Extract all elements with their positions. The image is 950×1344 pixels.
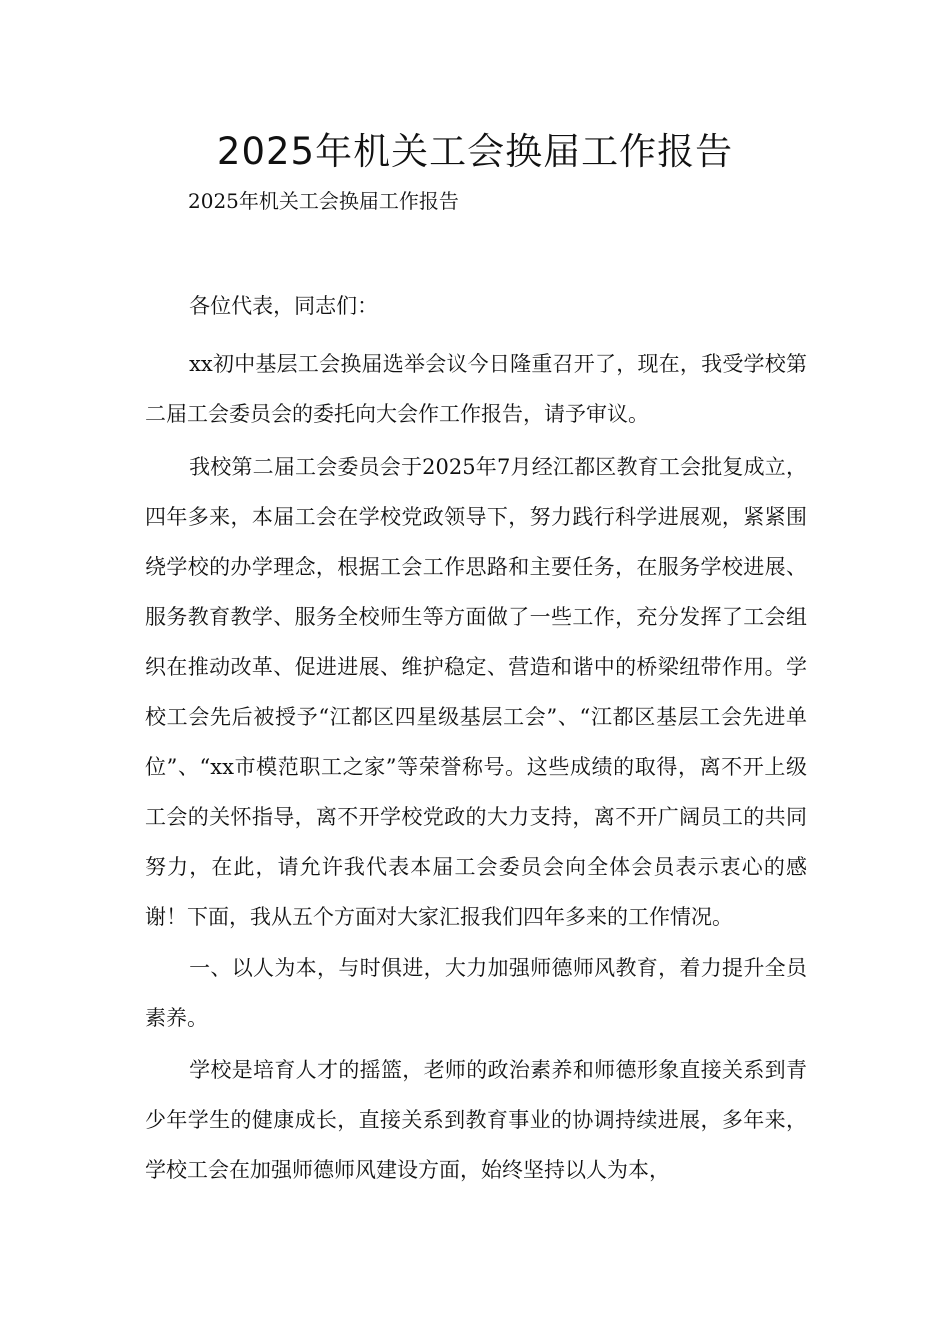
section-heading: 一、以人为本，与时俱进，大力加强师德师风教育，着力提升全员素养。 xyxy=(145,956,807,1030)
paragraph: xx初中基层工会换届选举会议今日隆重召开了，现在，我受学校第二届工会委员会的委托向大会作工作报告，请予审议。 xyxy=(145,352,807,426)
document-body xyxy=(145,281,807,1195)
document-title: 2025年机关工会换届工作报告 xyxy=(216,130,734,173)
paragraph: 学校是培育人才的摇篮，老师的政治素养和师德形象直接关系到青少年学生的健康成长，直接关系到教育事业的协调持续进展，多年来，学校工会在加强师德师风建设方面，始终坚持以人为本， xyxy=(145,1058,807,1182)
salutation: 各位代表，同志们： xyxy=(189,294,379,318)
document-subtitle: 2025年机关工会换届工作报告 xyxy=(188,189,459,213)
paragraph: 我校第二届工会委员会于2025年7月经江都区教育工会批复成立，四年多来，本届工会在学校党政领导下，努力践行科学进展观，紧紧围绕学校的办学理念，根据工会工作思路和主要任务，在服务学校进展、服务教育教学、服务全校师生等方面做了一些工作，充分发挥了工会组织在推动改革、促进进展、维护稳定、营造和谐中的桥梁纽带作用。学校工会先后被授予“江都区四星级基层工会”、“江都区基层工会先进单位”、“xx市模范职工之家”等荣誉称号。这些成绩的取得，离不开上级工会的关怀指导，离不开学校党政的大力支持，离不开广阔员工的共同努力，在此，请允许我代表本届工会委员会向全体会员表示衷心的感谢！下面，我从五个方面对大家汇报我们四年多来的工作情况。 xyxy=(145,455,807,929)
